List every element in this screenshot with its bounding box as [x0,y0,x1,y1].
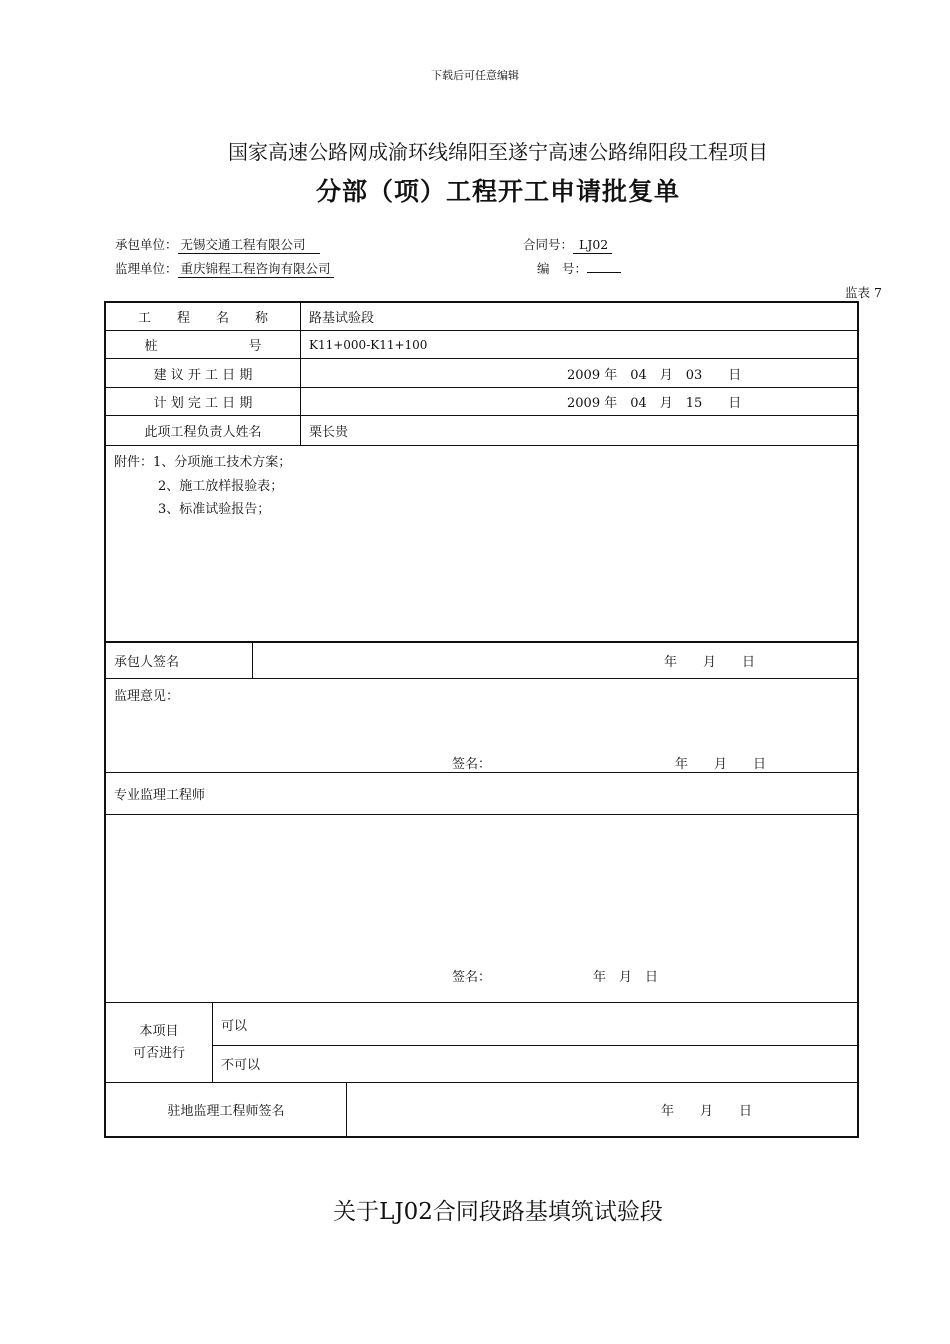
proposed-start-value: 2009 年 04 月 03 日 [567,367,742,383]
specialist-sign-date: 年 月 日 [593,970,659,985]
station-label: 桩 号 [144,339,262,354]
supervision-opinion-section [106,679,857,773]
row-proposed-start [106,359,857,388]
resident-engineer-label: 驻地监理工程师签名 [167,1104,285,1119]
supervisor-label: 监理单位： [115,261,178,276]
serial-no-line [537,259,621,277]
serial-no-value [587,271,621,273]
attachment-item-3: 3、标准试验报告； [158,502,271,517]
contract-no-label: 合同号： [523,237,574,252]
serial-no-label: 编 号： [537,261,588,276]
form-title: 分部（项）工程开工申请批复单 [315,177,680,206]
decision-label-line1: 本项目 [139,1023,179,1039]
row-specialist-engineer [106,773,857,815]
row-planned-finish [106,388,857,416]
watermark-text: 下载后可任意编辑 [431,69,519,82]
decision-label [106,1003,212,1082]
supervisor-value: 重庆锦程工程咨询有限公司 [178,262,334,278]
row-manager [106,416,857,446]
decision-section [106,1003,857,1083]
specialist-engineer-label: 专业监理工程师 [114,788,206,803]
application-form-table [104,301,859,1138]
contractor-line [115,235,320,254]
decision-label-line2: 可否进行 [132,1045,185,1061]
project-title: 国家高速公路网成渝环线绵阳至遂宁高速公路绵阳段工程项目 [228,140,768,164]
form-number: 监表 7 [845,285,882,300]
project-name-label: 工 程 名 称 [137,311,268,326]
row-station [106,331,857,359]
planned-finish-value: 2009 年 04 月 15 日 [567,396,742,411]
planned-finish-label: 计 划 完 工 日 期 [153,396,253,411]
row-contractor-sign [106,643,857,679]
contractor-label: 承包单位： [115,237,178,252]
attachment-item-1: 附件：1、分项施工技术方案； [114,455,292,470]
supervision-opinion-label: 监理意见： [114,689,180,704]
supervision-sign-date: 年 月 日 [675,757,767,772]
attachments-section [106,446,857,643]
supervisor-line [115,259,334,278]
attachment-item-2: 2、施工放样报验表； [158,479,284,494]
contractor-sign-label: 承包人签名 [114,655,180,670]
proposed-start-label: 建 议 开 工 日 期 [153,367,253,383]
decision-option-yes-row[interactable] [213,1003,857,1046]
resident-engineer-date: 年 月 日 [661,1104,753,1119]
supervision-sign-label: 签名： [452,757,492,772]
station-value: K11+000-K11+100 [309,337,428,352]
decision-option-no: 不可以 [221,1058,261,1073]
specialist-sign-label: 签名： [452,970,492,985]
manager-value: 栗长贵 [309,425,349,440]
decision-option-no-row[interactable] [213,1045,857,1082]
contractor-value: 无锡交通工程有限公司 [178,238,320,254]
contractor-sign-date: 年 月 日 [664,655,756,670]
bottom-heading: 关于LJ02合同段路基填筑试验段 [333,1199,663,1225]
row-resident-engineer [106,1083,857,1136]
specialist-opinion-section [106,815,857,1003]
contract-no-line [523,235,612,254]
contract-no-value: LJ02 [573,238,612,254]
row-project-name [106,303,857,331]
decision-option-yes: 可以 [221,1018,248,1034]
project-name-value: 路基试验段 [309,311,375,326]
manager-label: 此项工程负责人姓名 [144,425,262,440]
